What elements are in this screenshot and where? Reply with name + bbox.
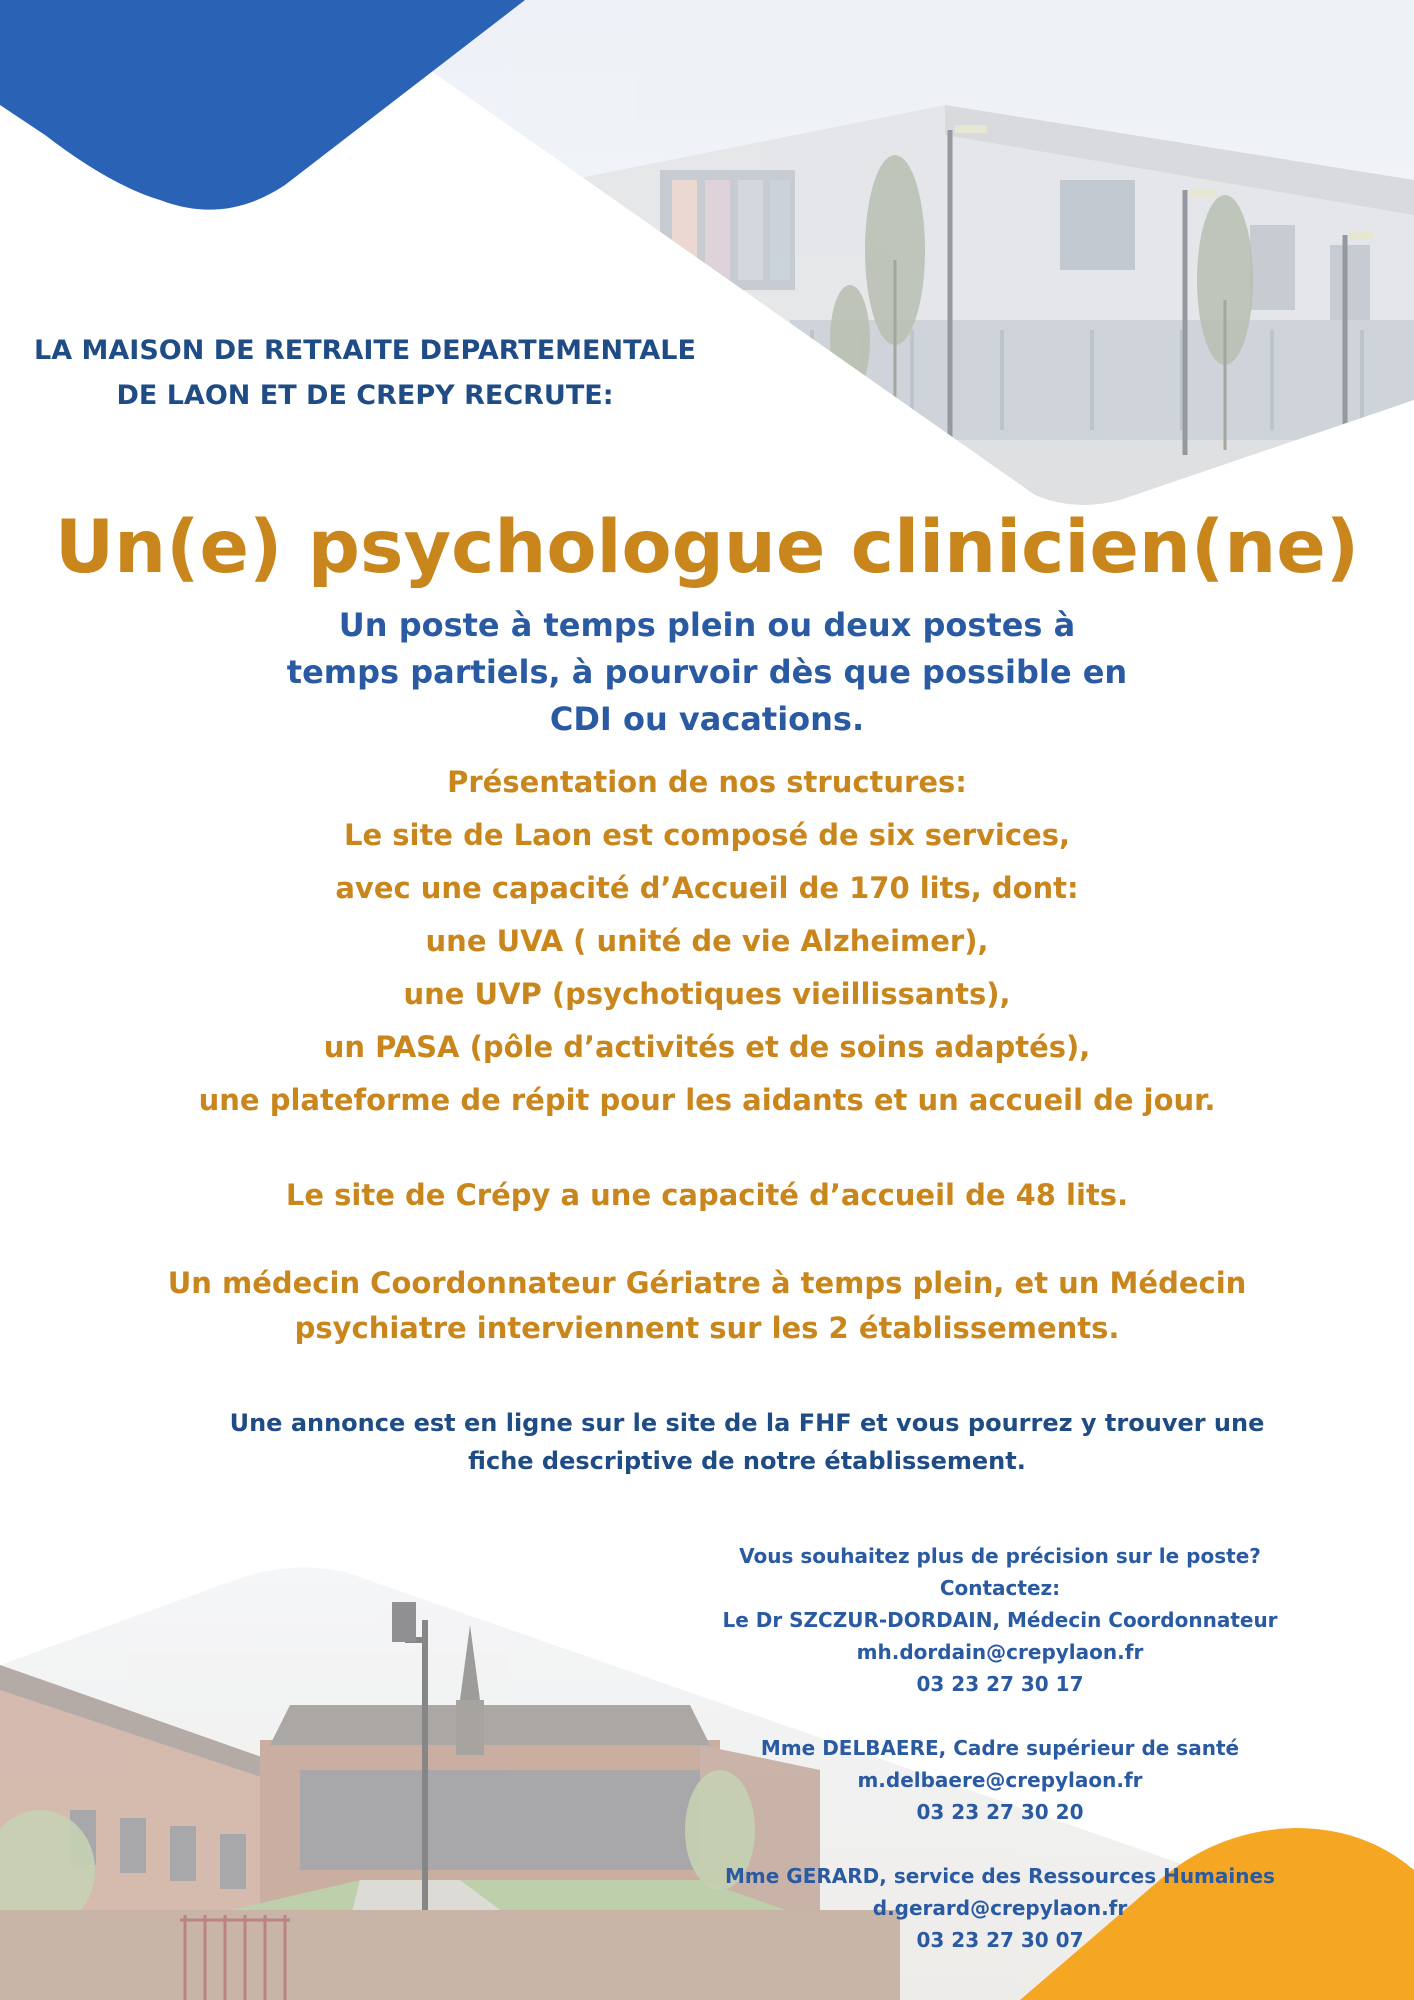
contact-phone: 03 23 27 30 07: [916, 1928, 1084, 1952]
header-line-2: DE LAON ET DE CREPY RECRUTE:: [116, 380, 614, 411]
contact-block: [690, 1540, 1310, 1956]
contact-email[interactable]: d.gerard@crepylaon.fr: [872, 1896, 1128, 1920]
announcement-line-1: Une annonce est en ligne sur le site de la FHF et vous pourrez y trouver une: [229, 1409, 1265, 1437]
job-title: Un(e) psychologue clinicien(ne): [54, 505, 1360, 590]
contact-name: Mme DELBAERE, Cadre supérieur de santé: [760, 1736, 1240, 1760]
presentation-heading: Présentation de nos structures:: [447, 765, 967, 799]
presentation-line: une UVA ( unité de vie Alzheimer),: [425, 924, 989, 958]
header-line-1: LA MAISON DE RETRAITE DEPARTEMENTALE: [34, 335, 696, 366]
contact-person: [690, 1604, 1310, 1700]
blue-corner-shape: [0, 0, 525, 210]
presentation-line: un PASA (pôle d’activités et de soins adaptés),: [323, 1030, 1091, 1064]
presentation-line: une plateforme de répit pour les aidants et un accueil de jour.: [198, 1083, 1216, 1117]
contact-name: Le Dr SZCZUR-DORDAIN, Médecin Coordonnateur: [722, 1608, 1278, 1632]
presentation-line: Le site de Laon est composé de six services,: [344, 818, 1070, 852]
position-line-2: temps partiels, à pourvoir dès que possible en: [286, 653, 1128, 691]
contact-phone: 03 23 27 30 17: [916, 1672, 1084, 1696]
contact-email[interactable]: mh.dordain@crepylaon.fr: [856, 1640, 1144, 1664]
medecin-line-2: psychiatre interviennent sur les 2 établissements.: [294, 1311, 1120, 1345]
contact-email[interactable]: m.delbaere@crepylaon.fr: [857, 1768, 1143, 1792]
position-line-3: CDI ou vacations.: [549, 700, 865, 738]
announcement-line-2: fiche descriptive de notre établissement.: [468, 1447, 1026, 1475]
contact-prompt: Contactez:: [939, 1576, 1061, 1600]
modern-building-photo: [330, 0, 1414, 520]
contact-phone: 03 23 27 30 20: [916, 1800, 1084, 1824]
spacer: [690, 1828, 1310, 1860]
crepy-site-info: Le site de Crépy a une capacité d’accueil de 48 lits.: [285, 1178, 1129, 1212]
presentation-line: une UVP (psychotiques vieillissants),: [403, 977, 1011, 1011]
position-line-1: Un poste à temps plein ou deux postes à: [338, 606, 1076, 644]
presentation-line: avec une capacité d’Accueil de 170 lits, dont:: [335, 871, 1079, 905]
medecin-line-1: Un médecin Coordonnateur Gériatre à temps plein, et un Médecin: [167, 1266, 1247, 1300]
contact-person: [690, 1860, 1310, 1956]
spacer: [690, 1700, 1310, 1732]
contact-person: [690, 1732, 1310, 1828]
contact-name: Mme GERARD, service des Ressources Humaines: [725, 1864, 1275, 1888]
contact-question: Vous souhaitez plus de précision sur le poste?: [739, 1544, 1261, 1568]
